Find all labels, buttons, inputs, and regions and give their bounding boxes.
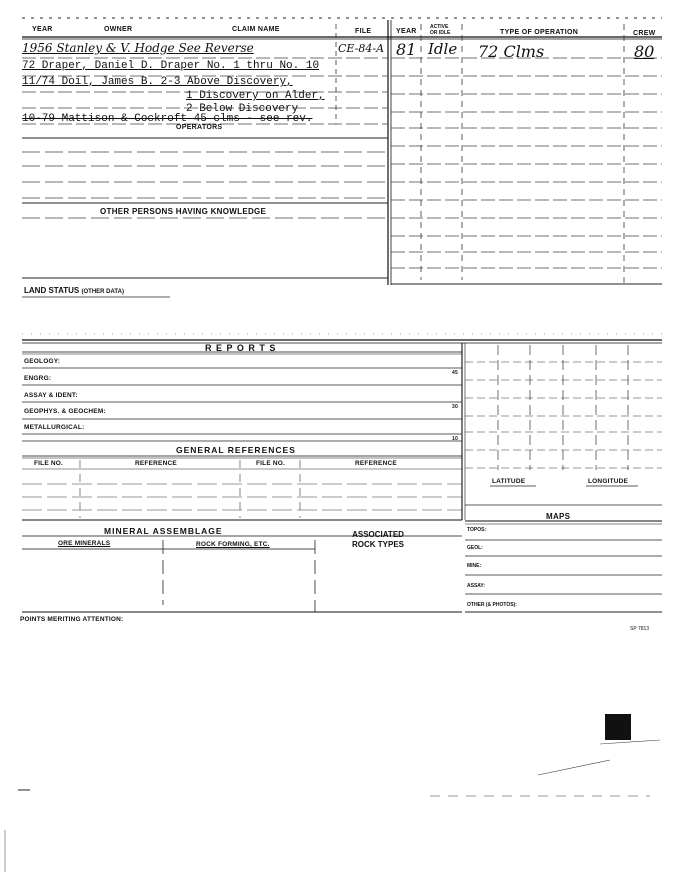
maps-mine: MINE:: [467, 563, 482, 569]
ore-minerals-header: ORE MINERALS: [58, 540, 111, 547]
typed-line-3: 1 Discovery on Alder,: [186, 90, 325, 102]
maps-topos: TOPOS:: [467, 527, 487, 533]
maps-other: OTHER (& PHOTOS):: [467, 602, 517, 608]
typed-line-5: 10-79 Mattison & Cockroft 45 clms - see rev.: [22, 113, 313, 125]
land-status-sub: (OTHER DATA): [81, 289, 124, 295]
report-engrg: ENGRG:: [24, 375, 52, 382]
col-owner: OWNER: [104, 26, 133, 33]
handwritten-owner-claim: 1956 Stanley & V. Hodge See Reverse: [22, 41, 254, 55]
handwritten-crew: 80: [634, 42, 655, 61]
col-type-of-operation: TYPE OF OPERATION: [500, 29, 579, 36]
rock-forming-header: ROCK FORMING, ETC.: [196, 541, 270, 548]
typed-line-1: 72 Draper, Daniel D. Draper No. 1 thru No. 10: [22, 60, 320, 72]
report-num-30: 30: [452, 404, 458, 410]
gen-ref-file-no: FILE NO.: [34, 460, 64, 467]
land-status-label: LAND STATUS: [24, 286, 80, 295]
mineral-assemblage-title: MINERAL ASSEMBLAGE: [104, 526, 223, 536]
gen-ref-file-no-2: FILE NO.: [256, 460, 286, 467]
reports-title: R E P O R T S: [205, 343, 277, 353]
report-geophys: GEOPHYS. & GEOCHEM:: [24, 408, 106, 415]
col-claim-name: CLAIM NAME: [232, 26, 280, 33]
general-references-title: GENERAL REFERENCES: [176, 445, 296, 455]
report-num-10: 10: [452, 436, 458, 442]
land-status-title: [24, 286, 124, 295]
col-active-idle: ACTIVE OR IDLE: [430, 24, 451, 36]
longitude-label: LONGITUDE: [588, 478, 629, 485]
report-metallurgical: METALLURGICAL:: [24, 424, 85, 431]
maps-title: MAPS: [546, 512, 571, 521]
points-meriting-attention: POINTS MERITING ATTENTION:: [20, 616, 124, 623]
col-year2: YEAR: [396, 28, 417, 35]
col-crew: CREW: [633, 30, 656, 37]
associated-rock-types-title: ASSOCIATED ROCK TYPES: [352, 530, 405, 549]
handwritten-type: 72 Clms: [478, 42, 545, 61]
report-assay: ASSAY & IDENT:: [24, 392, 78, 399]
gen-ref-reference-2: REFERENCE: [355, 460, 397, 467]
latitude-label: LATITUDE: [492, 478, 526, 485]
maps-assay: ASSAY:: [467, 583, 486, 589]
report-geology: GEOLOGY:: [24, 358, 61, 365]
gen-ref-reference: REFERENCE: [135, 460, 177, 467]
typed-line-4: 2 Below Discovery: [186, 103, 299, 115]
maps-geol: GEOL:: [467, 545, 483, 551]
typed-line-2: 11/74 Doil, James B. 2-3 Above Discovery,: [22, 76, 293, 88]
other-persons-title: OTHER PERSONS HAVING KNOWLEDGE: [100, 207, 267, 216]
col-file: FILE: [355, 28, 372, 35]
handwritten-year: 81: [396, 40, 417, 59]
handwritten-file: CE-84-A: [338, 42, 385, 55]
operators-title: OPERATORS: [176, 124, 223, 131]
form-number: SP 7813: [630, 626, 650, 632]
report-num-45: 45: [452, 370, 458, 376]
col-year: YEAR: [32, 26, 53, 33]
handwritten-status: Idle: [428, 40, 458, 58]
